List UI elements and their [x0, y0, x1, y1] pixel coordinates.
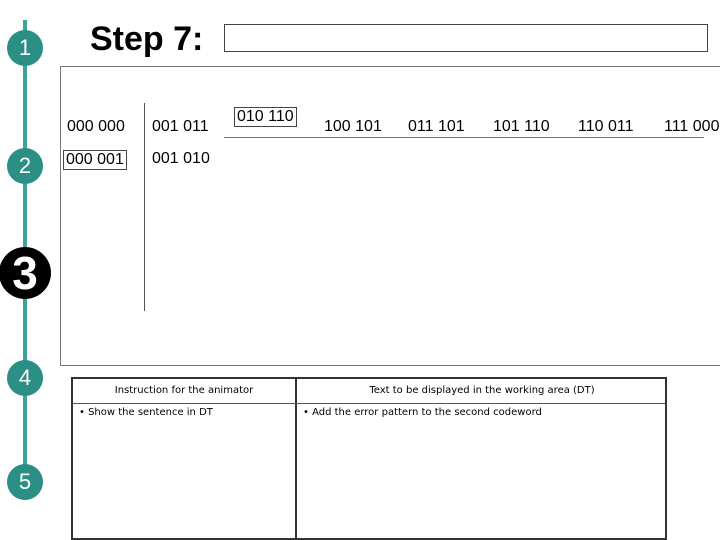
- working-area: [60, 66, 720, 366]
- step-3-marker[interactable]: 3: [0, 247, 51, 299]
- codeword: 110 011: [578, 118, 634, 135]
- codeword: 001 011: [152, 118, 209, 135]
- step-2-marker[interactable]: 2: [7, 148, 43, 184]
- codeword: 000 000: [67, 118, 125, 135]
- codeword-highlighted: 000 001: [63, 150, 127, 170]
- instruction-table: [71, 377, 667, 540]
- codeword: 001 010: [152, 150, 210, 167]
- step-5-marker[interactable]: 5: [7, 464, 43, 500]
- codeword-highlighted: 010 110: [234, 107, 297, 127]
- step-4-marker[interactable]: 4: [7, 360, 43, 396]
- title-input-box[interactable]: [224, 24, 708, 52]
- codeword: 111 000: [664, 118, 720, 135]
- header-working-area-text: Text to be displayed in the working area (DT): [369, 385, 595, 396]
- column-divider: [144, 103, 145, 311]
- table-header-divider: [73, 403, 665, 404]
- page-title: Step 7:: [90, 20, 204, 58]
- row-underline: [224, 137, 704, 138]
- codeword: 011 101: [408, 118, 465, 135]
- codeword: 101 110: [493, 118, 550, 135]
- step-1-marker[interactable]: 1: [7, 30, 43, 66]
- cell-animator-instruction: • Show the sentence in DT: [79, 407, 213, 418]
- codeword: 100 101: [324, 118, 382, 135]
- header-animator-instruction: Instruction for the animator: [114, 385, 254, 396]
- cell-working-area-text: • Add the error pattern to the second codeword: [303, 407, 542, 418]
